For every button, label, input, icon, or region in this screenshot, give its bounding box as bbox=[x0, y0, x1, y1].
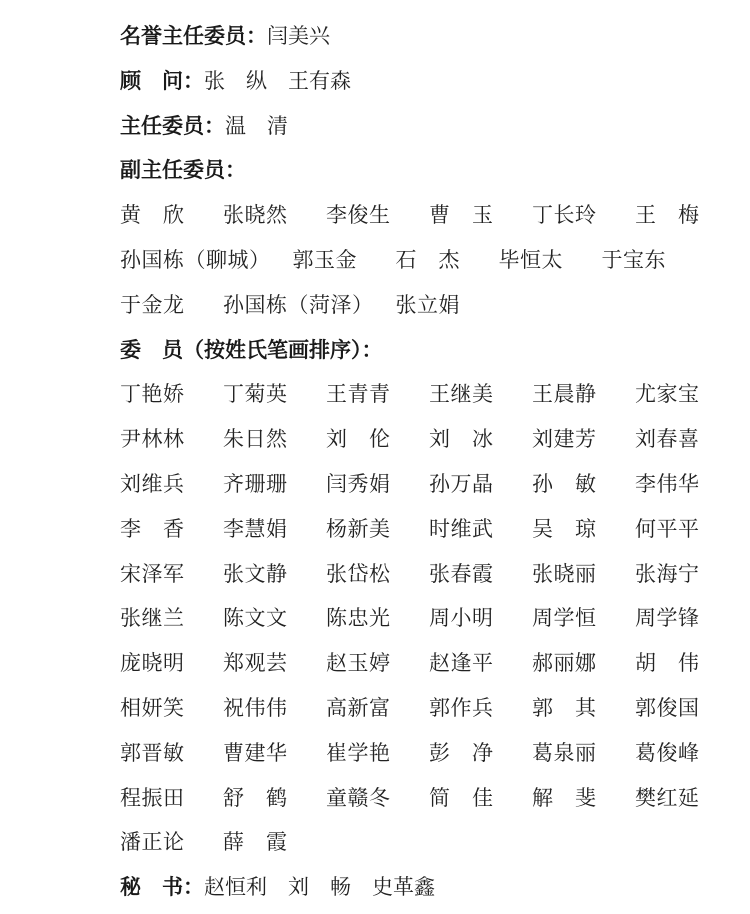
member-name: 刘 伦 bbox=[326, 427, 391, 452]
member-name: 潘正论 bbox=[120, 830, 185, 855]
vice-chair-name: 孙国栋（聊城） bbox=[120, 247, 271, 272]
member-name: 齐珊珊 bbox=[223, 471, 288, 496]
member-name: 薛 霞 bbox=[223, 830, 288, 855]
member-name: 陈文文 bbox=[223, 606, 288, 631]
member-name: 简 佳 bbox=[429, 785, 494, 810]
chair-line bbox=[120, 104, 720, 149]
member-name: 张晓丽 bbox=[532, 561, 597, 586]
member-name: 李伟华 bbox=[635, 471, 700, 496]
members-row bbox=[120, 462, 720, 507]
vice-chairs-heading bbox=[120, 148, 720, 193]
member-name: 张继兰 bbox=[120, 606, 185, 631]
member-name: 赵玉婷 bbox=[326, 651, 391, 676]
vice-chairs-row bbox=[120, 193, 720, 238]
member-name: 解 斐 bbox=[532, 785, 597, 810]
member-name: 崔学艳 bbox=[326, 740, 391, 765]
member-name: 张岱松 bbox=[326, 561, 391, 586]
member-name: 祝伟伟 bbox=[223, 695, 288, 720]
member-name: 周小明 bbox=[429, 606, 494, 631]
vice-chairs-list bbox=[120, 193, 720, 327]
member-name: 王晨静 bbox=[532, 382, 597, 407]
secretaries-line bbox=[120, 865, 720, 910]
members-heading bbox=[120, 328, 720, 373]
member-name: 王继美 bbox=[429, 382, 494, 407]
secretaries-label: 秘 书： bbox=[120, 875, 204, 900]
member-name: 孙万晶 bbox=[429, 471, 494, 496]
member-name: 张海宁 bbox=[635, 561, 700, 586]
member-name: 程振田 bbox=[120, 785, 185, 810]
member-name: 李慧娟 bbox=[223, 516, 288, 541]
member-name: 吴 琼 bbox=[532, 516, 597, 541]
vice-chair-name: 曹 玉 bbox=[429, 203, 494, 228]
advisors-line bbox=[120, 59, 720, 104]
advisors-value: 张 纵 王有森 bbox=[204, 68, 351, 93]
committee-roster bbox=[120, 14, 720, 910]
vice-chair-name: 张立娟 bbox=[395, 292, 460, 317]
honorary-chair-line bbox=[120, 14, 720, 59]
member-name: 相妍笑 bbox=[120, 695, 185, 720]
member-name: 刘建芳 bbox=[532, 427, 597, 452]
members-label: 委 员（按姓氏笔画排序）： bbox=[120, 337, 383, 362]
honorary-chair-label: 名誉主任委员： bbox=[120, 24, 267, 48]
members-row bbox=[120, 507, 720, 552]
member-name: 樊红延 bbox=[635, 785, 700, 810]
chair-label: 主任委员： bbox=[120, 113, 225, 138]
member-name: 陈忠光 bbox=[326, 606, 391, 631]
members-row bbox=[120, 372, 720, 417]
member-name: 闫秀娟 bbox=[326, 471, 391, 496]
members-list bbox=[120, 372, 720, 865]
members-row bbox=[120, 686, 720, 731]
members-row bbox=[120, 552, 720, 597]
member-name: 刘维兵 bbox=[120, 471, 185, 496]
members-row bbox=[120, 776, 720, 821]
members-row bbox=[120, 820, 720, 865]
member-name: 赵逢平 bbox=[429, 651, 494, 676]
member-name: 刘春喜 bbox=[635, 427, 700, 452]
member-name: 葛泉丽 bbox=[532, 740, 597, 765]
vice-chair-name: 李俊生 bbox=[326, 203, 391, 228]
member-name: 刘 冰 bbox=[429, 427, 494, 452]
vice-chair-name: 张晓然 bbox=[223, 203, 288, 228]
member-name: 尹林林 bbox=[120, 427, 185, 452]
vice-chair-name: 丁长玲 bbox=[532, 203, 597, 228]
members-row bbox=[120, 641, 720, 686]
vice-chairs-row bbox=[120, 238, 720, 283]
members-row bbox=[120, 417, 720, 462]
member-name: 丁菊英 bbox=[223, 382, 288, 407]
vice-chairs-row bbox=[120, 283, 720, 328]
members-row bbox=[120, 731, 720, 776]
member-name: 舒 鹤 bbox=[223, 785, 288, 810]
chair-value: 温 清 bbox=[225, 113, 288, 138]
members-row bbox=[120, 596, 720, 641]
member-name: 何平平 bbox=[635, 516, 700, 541]
member-name: 宋泽军 bbox=[120, 561, 185, 586]
member-name: 郝丽娜 bbox=[532, 651, 597, 676]
member-name: 童赣冬 bbox=[326, 785, 391, 810]
member-name: 尤家宝 bbox=[635, 382, 700, 407]
member-name: 朱日然 bbox=[223, 427, 288, 452]
member-name: 郭俊国 bbox=[635, 695, 700, 720]
member-name: 郭 其 bbox=[532, 695, 597, 720]
member-name: 郭晋敏 bbox=[120, 740, 185, 765]
vice-chair-name: 于金龙 bbox=[120, 292, 185, 317]
member-name: 彭 净 bbox=[429, 740, 494, 765]
vice-chairs-label: 副主任委员： bbox=[120, 158, 246, 183]
vice-chair-name: 王 梅 bbox=[635, 203, 700, 228]
vice-chair-name: 石 杰 bbox=[395, 247, 460, 272]
vice-chair-name: 黄 欣 bbox=[120, 203, 185, 228]
member-name: 丁艳娇 bbox=[120, 382, 185, 407]
vice-chair-name: 于宝东 bbox=[601, 247, 666, 272]
member-name: 郑观芸 bbox=[223, 651, 288, 676]
member-name: 周学恒 bbox=[532, 606, 597, 631]
member-name: 王青青 bbox=[326, 382, 391, 407]
member-name: 曹建华 bbox=[223, 740, 288, 765]
vice-chair-name: 毕恒太 bbox=[498, 247, 563, 272]
honorary-chair-value: 闫美兴 bbox=[267, 24, 330, 48]
member-name: 时维武 bbox=[429, 516, 494, 541]
member-name: 胡 伟 bbox=[635, 651, 700, 676]
vice-chair-name: 郭玉金 bbox=[292, 247, 357, 272]
member-name: 庞晓明 bbox=[120, 651, 185, 676]
member-name: 葛俊峰 bbox=[635, 740, 700, 765]
member-name: 李 香 bbox=[120, 516, 185, 541]
advisors-label: 顾 问： bbox=[120, 68, 204, 93]
member-name: 高新富 bbox=[326, 695, 391, 720]
vice-chair-name: 孙国栋（菏泽） bbox=[223, 292, 374, 317]
secretaries-value: 赵恒利 刘 畅 史革鑫 bbox=[204, 875, 435, 900]
member-name: 杨新美 bbox=[326, 516, 391, 541]
member-name: 周学锋 bbox=[635, 606, 700, 631]
member-name: 张文静 bbox=[223, 561, 288, 586]
member-name: 孙 敏 bbox=[532, 471, 597, 496]
member-name: 张春霞 bbox=[429, 561, 494, 586]
member-name: 郭作兵 bbox=[429, 695, 494, 720]
